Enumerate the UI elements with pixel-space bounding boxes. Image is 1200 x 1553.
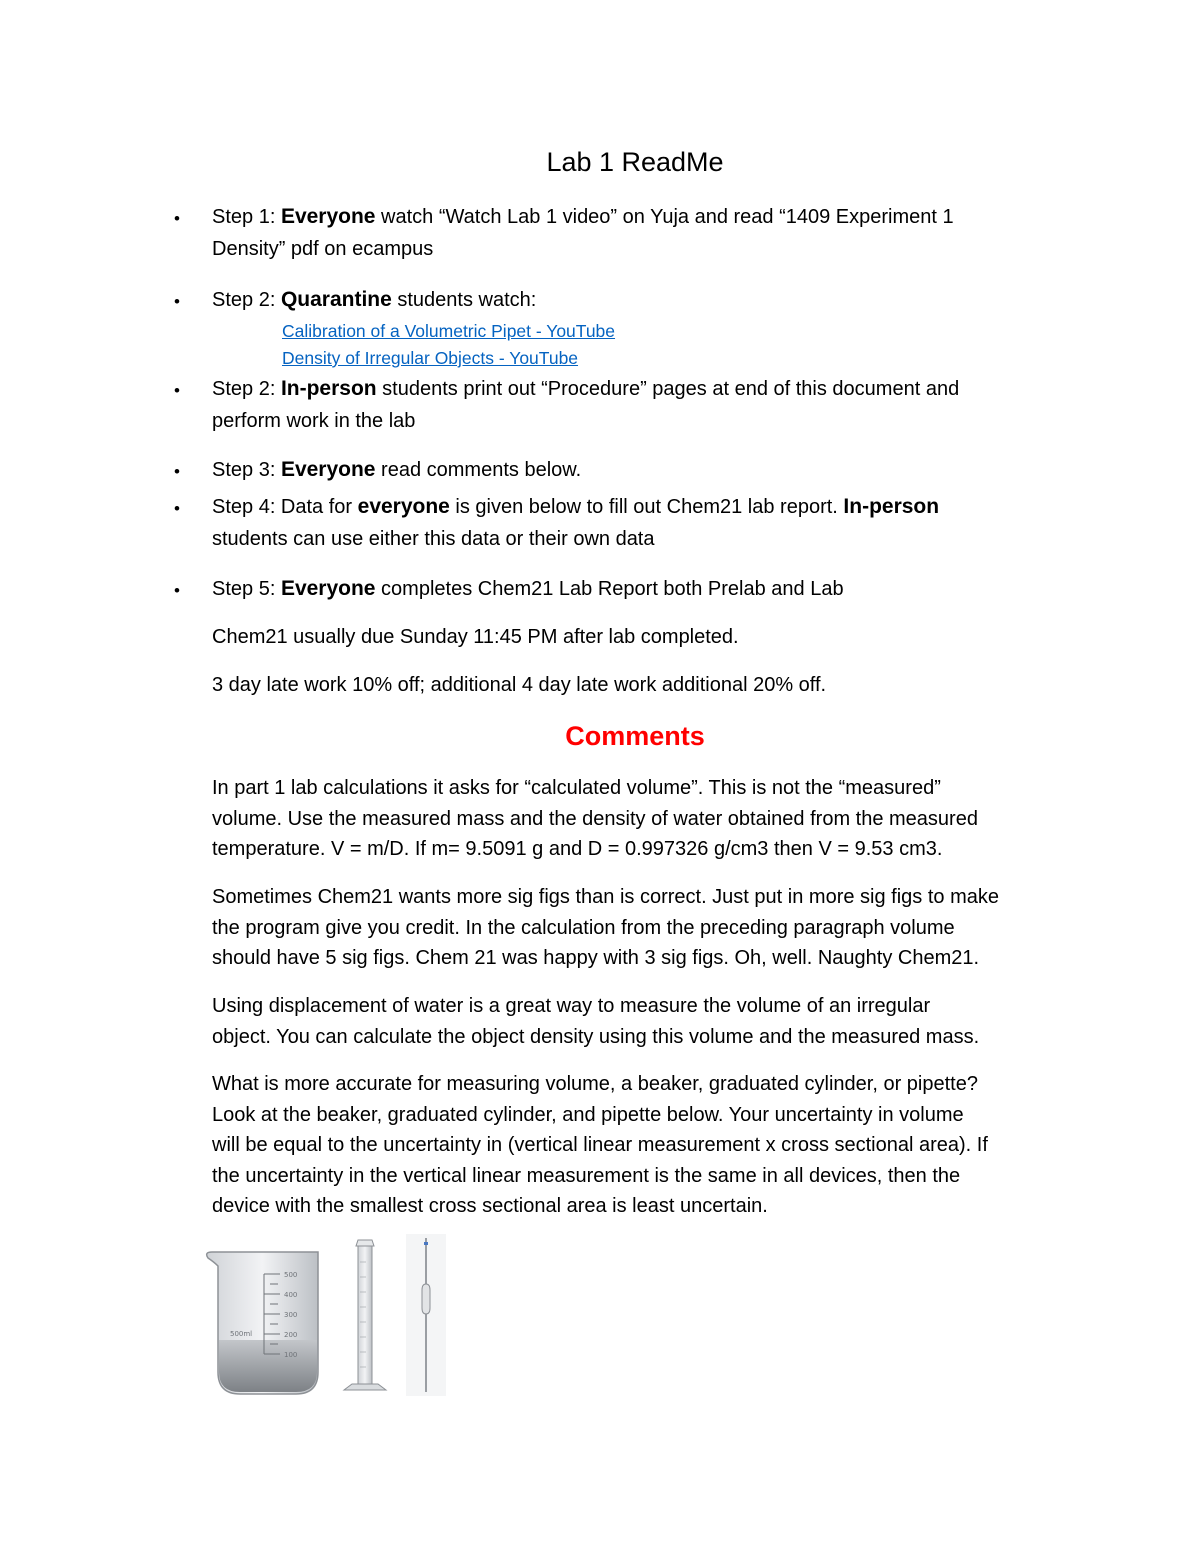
step-4-line-2: students can use either this data or their own data [212,528,655,550]
step-1-line-1: Step 1: Everyone watch “Watch Lab 1 video” on Yuja and read “1409 Experiment 1 [212,205,954,228]
comment-paragraph-4: What is more accurate for measuring volume, a beaker, graduated cylinder, or pipette? Look at the beaker, graduated cylinder, and pipette below. Your uncertainty in volume will be equal to the uncertainty in (vertical linear measurement x cross sectional area). If the uncertainty in the vertical linear measurement is the same in all devices, then the device with the smallest cross sectional area is least uncertain. [212,1073,988,1217]
page-title: Lab 1 ReadMe [546,147,724,177]
comment-paragraph-3: Using displacement of water is a great way to measure the volume of an irregular object. You can calculate the object density using this volume and the measured mass. [212,995,980,1048]
bullet-icon: • [174,381,180,400]
beaker-side-label: 500ml [230,1330,253,1338]
pipette-image [406,1234,446,1396]
emphasis: In-person [843,495,940,518]
step-3-line: Step 3: Everyone read comments below. [212,458,582,481]
step-1-line-2: Density” pdf on ecampus [212,238,434,260]
bullet-icon: • [174,462,180,481]
bullet-icon: • [174,292,180,311]
video-link-pipet-calibration[interactable]: Calibration of a Volumetric Pipet - YouTube [282,321,616,341]
step-5-line: Step 5: Everyone completes Chem21 Lab Report both Prelab and Lab [212,577,844,600]
emphasis: everyone [357,495,450,518]
comment-paragraph-1: In part 1 lab calculations it asks for “calculated volume”. This is not the “measured” volume. Use the measured mass and the density of water obtained from the measured temperature. V = m/D. If m= 9.5091 g and D = 0.997326 g/cm3 then V = 9.53 cm3. [212,777,978,860]
emphasis: Everyone [280,458,376,481]
glassware-illustration [200,1232,460,1402]
beaker-image [207,1252,318,1394]
comments-heading: Comments [565,721,705,751]
bullet-icon: • [174,581,180,600]
beaker-mark: 400 [284,1291,298,1299]
emphasis: In-person [280,377,377,400]
step-2-inperson-line-2: perform work in the lab [212,410,416,432]
emphasis: Everyone [280,577,376,600]
bullet-icon: • [174,209,180,228]
video-link-irregular-density[interactable]: Density of Irregular Objects - YouTube [282,348,579,368]
late-note: 3 day late work 10% off; additional 4 day late work additional 20% off. [212,674,827,696]
graduated-cylinder-image [344,1240,386,1390]
step-2-inperson-line-1: Step 2: In-person students print out “Procedure” pages at end of this document and [212,377,960,400]
due-note: Chem21 usually due Sunday 11:45 PM after lab completed. [212,626,739,648]
beaker-mark: 300 [284,1311,298,1319]
step-2-quarantine-line: Step 2: Quarantine students watch: [212,288,537,311]
comment-paragraph-2: Sometimes Chem21 wants more sig figs than is correct. Just put in more sig figs to make the program give you credit. In the calculation from the preceding paragraph volume should have 5 sig figs. Chem 21 was happy with 3 sig figs. Oh, well. Naughty Chem21. [212,886,999,969]
beaker-mark: 200 [284,1331,298,1339]
bullet-icon: • [174,499,180,518]
emphasis: Everyone [280,205,376,228]
step-4-line-1: Step 4: Data for everyone is given below to fill out Chem21 lab report. In-person [212,495,940,518]
beaker-mark: 100 [284,1351,298,1359]
emphasis: Quarantine [280,288,392,311]
glassware-images [200,1232,460,1407]
beaker-mark: 500 [284,1271,298,1279]
